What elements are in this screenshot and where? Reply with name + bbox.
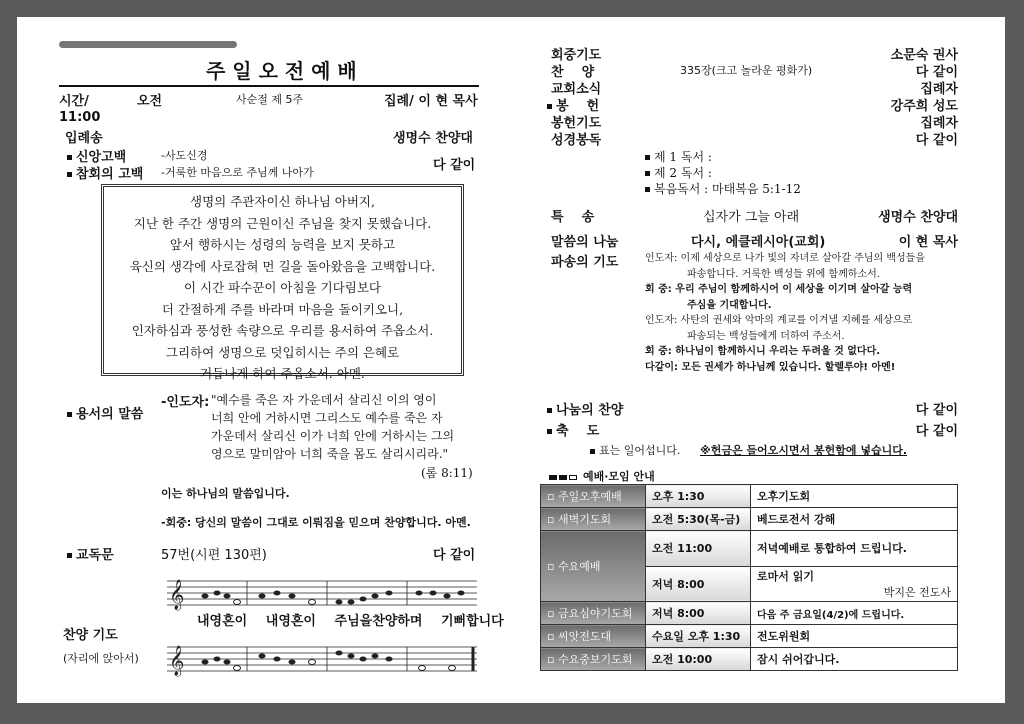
word-of-god: 이는 하나님의 말씀입니다.: [161, 487, 290, 500]
season-label: 사순절 제 5주: [236, 93, 304, 106]
creed-sub: -사도신경: [161, 149, 208, 162]
bullet-icon: [547, 104, 552, 109]
blessing-right: 다 같이: [915, 424, 958, 439]
sharing-hymn-label: 나눔의 찬양: [547, 399, 623, 418]
schedule-desc-line: 박지은 전도사: [883, 585, 951, 599]
absolution-line: "예수를 죽은 자 가운데서 살리신 이의 영이: [211, 393, 437, 407]
order-right: 집례자: [920, 116, 958, 131]
schedule-desc: 전도위원회: [751, 625, 958, 648]
table-row: [541, 625, 958, 648]
prayer-line: 앞서 행하시는 성령의 능력을 보지 못하고: [169, 237, 396, 252]
schedule-desc: 베드로전서 강해: [751, 508, 958, 531]
order-label: 봉헌기도: [551, 116, 602, 131]
prayer-line: 거듭나게 하여 주옵소서. 아멘.: [200, 366, 365, 381]
reading-item: 복음독서 : 마태복음 5:1-12: [645, 181, 801, 197]
schedule-time: 오전 10:00: [646, 648, 751, 671]
schedule-time: 수요일 오후 1:30: [646, 625, 751, 648]
schedule-heading: 예배·모임 안내: [549, 468, 655, 484]
prayer-line: 지난 한 주간 생명의 근원이신 주님을 찾지 못했습니다.: [133, 215, 432, 231]
title-underline: [59, 85, 479, 87]
time-label: 시간/: [59, 94, 89, 109]
schedule-time: 저녁 8:00: [646, 602, 751, 625]
bullet-icon: [645, 155, 650, 160]
order-label: 회중기도: [551, 48, 602, 63]
order-label: 성경봉독: [551, 133, 602, 148]
schedule-desc: 오후기도회: [751, 485, 958, 508]
sending-line: 인도자: 이제 세상으로 나가 빛의 자녀로 살아갈 주님의 백성들을: [645, 253, 925, 264]
congregation-response: -회중: 당신의 말씀이 그대로 이뤄짐을 믿으며 찬양합니다. 아멘.: [161, 516, 471, 529]
schedule-name: ▫ 금요심야기도회: [541, 602, 646, 625]
prayer-line: 육신의 생각에 사로잡혀 먼 길을 돌아왔음을 고백합니다.: [129, 258, 436, 274]
special-song-right: 생명수 찬양대: [878, 210, 958, 225]
hymn-prayer-label: 찬양 기도: [63, 628, 118, 643]
bullet-icon: [645, 171, 650, 176]
sending-line: 파송되는 백성들에게 더하여 주소서.: [687, 330, 845, 342]
table-row: [541, 508, 958, 531]
offering-note: ※헌금은 들어오시면서 봉헌함에 넣습니다.: [700, 444, 908, 457]
hymn-prayer-note: (자리에 앉아서): [63, 652, 139, 665]
sharing-hymn-right: 다 같이: [915, 403, 958, 418]
page-title: 주 일 오 전 예 배: [206, 59, 357, 83]
schedule-name: ▫ 씨앗전도대: [541, 625, 646, 648]
bulletin-sheet: [17, 17, 1005, 703]
confession-label: 참회의 고백: [67, 163, 143, 182]
entrance-hymn-choir: 생명수 찬양대: [393, 131, 473, 146]
absolution-text: [211, 391, 454, 463]
sending-prayer: [645, 251, 925, 375]
schedule-desc: 잠시 쉬어갑니다.: [751, 648, 958, 671]
music-staff-1: [167, 573, 477, 613]
entrance-hymn-label: 입례송: [65, 131, 103, 146]
absolution-label: 용서의 말씀: [67, 403, 143, 422]
heading-marker-icon: [559, 475, 567, 480]
confession-sub: -거룩한 마음으로 주님께 나아가: [161, 166, 314, 179]
table-row: [541, 531, 958, 567]
bullet-icon: [67, 172, 72, 177]
responsive-reading-label: 교독문: [67, 544, 114, 563]
bullet-icon: [547, 429, 552, 434]
prayer-line: 생명의 주관자이신 하나님 아버지,: [190, 194, 375, 209]
sending-prayer-label: 파송의 기도: [551, 255, 619, 270]
sending-line: 파송합니다. 거룩한 백성들 위에 함께하소서.: [687, 268, 880, 280]
sending-line: 주심을 기대합니다.: [687, 299, 772, 311]
bullet-icon: [67, 553, 72, 558]
prayer-line: 그리하여 생명으로 덧입히시는 주의 은혜로: [165, 344, 400, 360]
sermon-label: 말씀의 나눔: [551, 235, 619, 250]
table-row: [541, 602, 958, 625]
order-right: 소문숙 권사: [890, 48, 958, 63]
schedule-time: 오전 11:00: [646, 531, 751, 567]
sending-line: 인도자: 사탄의 권세와 악마의 계교를 이겨낼 지혜를 세상으로: [645, 315, 913, 326]
prayer-line: 인자하심과 풍성한 속량으로 우리를 용서하여 주옵소서.: [131, 323, 434, 338]
schedule-time: 오전 5:30(목-금): [646, 508, 751, 531]
sermon-title: 다시, 에클레시아(교회): [691, 235, 826, 250]
sermon-preacher: 이 현 목사: [898, 235, 958, 250]
table-row: [541, 648, 958, 671]
order-label: 봉 헌: [547, 95, 599, 114]
music-staff-2: [167, 639, 477, 679]
sending-line: 다같이: 모든 권세가 하나님께 있습니다. 할렐루야! 아멘!: [645, 361, 896, 373]
special-song-label: 특 송: [551, 210, 595, 225]
schedule-name: ▫ 수요예배: [541, 531, 646, 602]
schedule-time: 저녁 8:00: [646, 566, 751, 602]
schedule-name: ▫ 주일오후예배: [541, 485, 646, 508]
schedule-name: ▫ 새벽기도회: [541, 508, 646, 531]
sending-line: 회 중: 하나님이 함께하시니 우리는 두려울 것 없다다.: [645, 346, 881, 357]
schedule-desc: [751, 566, 958, 602]
time-value: 11:00: [59, 110, 101, 125]
svg-text:𝄞: 𝄞: [169, 580, 185, 610]
reading-item: 제 2 독서 :: [645, 165, 801, 181]
absolution-ref: (롬 8:11): [421, 466, 473, 480]
readings-list: [645, 149, 801, 197]
svg-text:𝄞: 𝄞: [169, 646, 185, 676]
bullet-icon: [547, 408, 552, 413]
schedule-desc-line: 로마서 읽기: [757, 569, 814, 583]
order-right: 집례자: [920, 82, 958, 97]
schedule-desc: 다음 주 금요일(4/2)에 드립니다.: [751, 602, 958, 625]
order-mid: 335장(크고 놀라운 평화가): [680, 64, 813, 77]
bullet-icon: [67, 155, 72, 160]
stand-note: 표는 일어섭니다.: [590, 442, 680, 458]
bullet-icon: [67, 412, 72, 417]
special-song-title: 십자가 그늘 아래: [703, 210, 800, 225]
order-right: 강주희 성도: [890, 99, 958, 114]
order-right: 다 같이: [915, 65, 958, 80]
schedule-table: [540, 484, 958, 671]
absolution-line: 영으로 말미암아 너희 죽을 몸도 살리시리라.": [211, 447, 449, 461]
sending-line: 회 중: 우리 주님이 함께하시어 이 세상을 이기며 살아갈 능력: [645, 284, 913, 295]
order-label: 교회소식: [551, 82, 602, 97]
order-right: 다 같이: [915, 133, 958, 148]
absolution-leader: -인도자:: [161, 395, 210, 410]
heading-marker-icon: [549, 475, 557, 480]
order-label: 찬 양: [551, 65, 595, 80]
bullet-icon: [645, 187, 650, 192]
responsive-reading-right: 다 같이: [433, 548, 476, 563]
officiant: 집례/ 이 현 목사: [384, 94, 478, 109]
title-bar-decoration: [59, 41, 237, 48]
time-period: 오전: [137, 94, 163, 109]
schedule-name: ▫ 수요중보기도회: [541, 648, 646, 671]
confession-right: 다 같이: [433, 158, 476, 173]
heading-marker-icon: [569, 475, 577, 480]
prayer-line: 이 시간 파수꾼이 아침을 기다림보다: [183, 280, 382, 295]
hymn-lyrics: 내영혼이 내영혼이 주님을찬양하며 기뻐합니다: [197, 614, 504, 629]
table-row: [541, 485, 958, 508]
creed-label: 신앙고백: [67, 146, 126, 165]
schedule-desc: 저녁예배로 통합하여 드립니다.: [751, 531, 958, 567]
schedule-time: 오후 1:30: [646, 485, 751, 508]
bullet-icon: [590, 449, 595, 454]
reading-item: 제 1 독서 :: [645, 149, 801, 165]
prayer-line: 더 간절하게 주를 바라며 마음을 돌이키오니,: [161, 301, 404, 317]
absolution-line: 너희 안에 거하시면 그리스도 예수를 죽은 자: [211, 411, 443, 425]
responsive-reading-value: 57번(시편 130편): [161, 548, 267, 563]
blessing-label: 축 도: [547, 420, 599, 439]
absolution-line: 가운데서 살리신 이가 너희 안에 거하시는 그의: [211, 429, 455, 443]
confession-prayer-box: [101, 184, 464, 381]
